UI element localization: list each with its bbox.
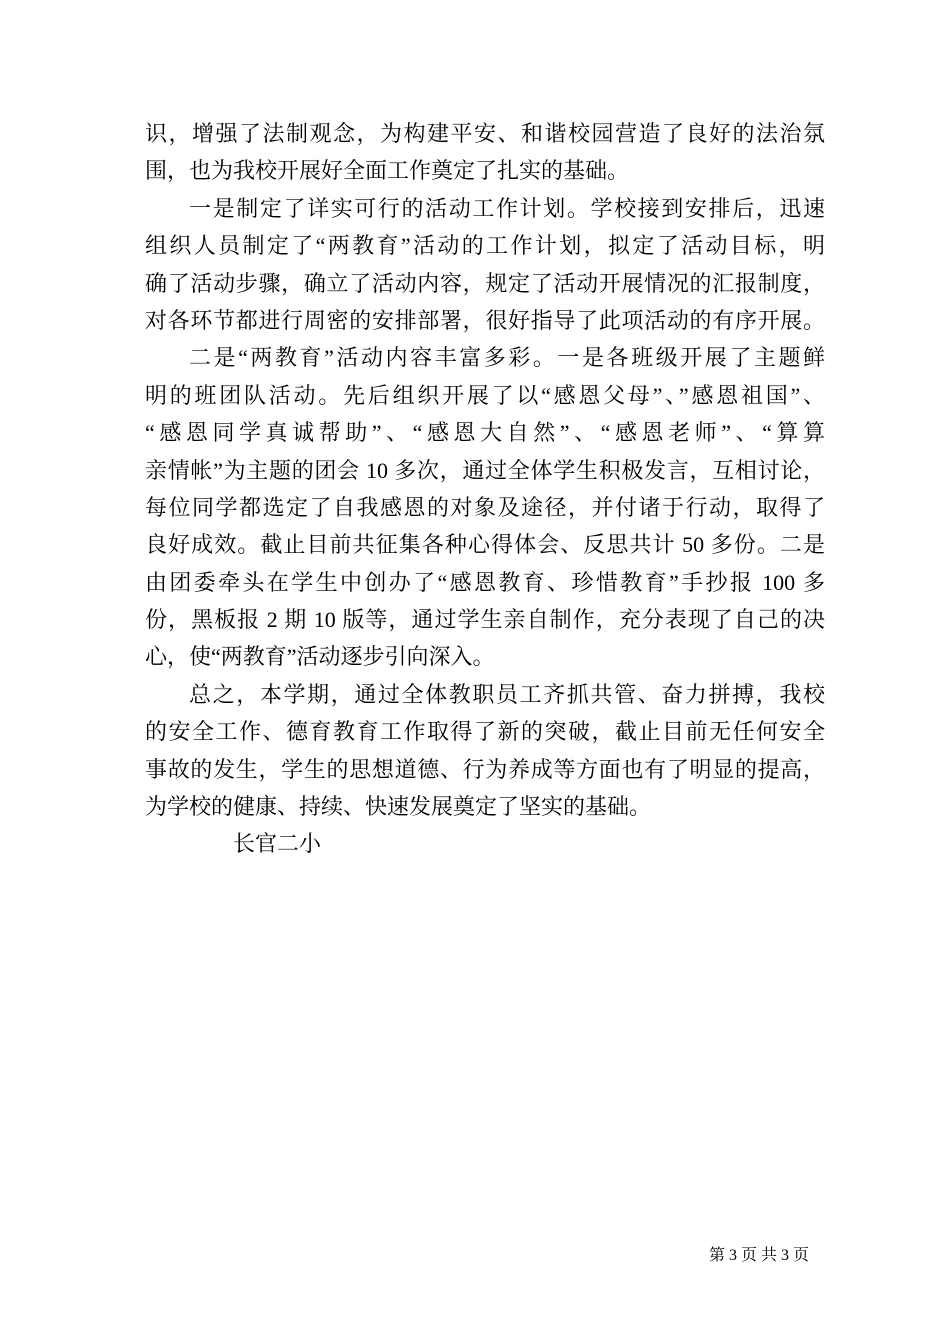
text-line: 事故的发生，学生的思想道德、行为养成等方面也有了明显的提高， [145,756,825,782]
text-line: 亲情帐”为主题的团会 10 多次，通过全体学生积极发言，互相讨论， [145,457,825,483]
paragraph-1 [145,115,825,190]
text-line: 组织人员制定了“两教育”活动的工作计划，拟定了活动目标，明 [145,233,825,259]
text-line: 二是“两教育”活动内容丰富多彩。一是各班级开展了主题鲜 [189,345,825,371]
text-line: 为学校的健康、持续、快速发展奠定了坚实的基础。 [145,794,652,820]
text-line: 确了活动步骤，确立了活动内容，规定了活动开展情况的汇报制度， [145,270,825,296]
page-indicator: 第 3 页 共 3 页 [708,1247,809,1264]
text-line: 识，增强了法制观念，为构建平安、和谐校园营造了良好的法治氛 [145,121,825,146]
text-line: 一是制定了详实可行的活动工作计划。学校接到安排后，迅速 [189,195,825,221]
signature-line: 长官二小 [233,831,322,857]
text-line: 良好成效。截止目前共征集各种心得体会、反思共计 50 多份。二是 [145,532,825,558]
document-content [145,115,825,863]
paragraph-4 [145,676,825,826]
text-line: 对各环节都进行周密的安排部署，很好指导了此项活动的有序开展。 [145,307,825,333]
text-line: 每位同学都选定了自我感恩的对象及途径，并付诸于行动，取得了 [145,494,825,520]
paragraph-3 [145,339,825,676]
signature-paragraph [145,825,825,862]
text-line: “感恩同学真诚帮助”、“感恩大自然”、“感恩老师”、“算算 [145,420,825,446]
page-footer [709,1246,809,1265]
text-line: 的安全工作、德育教育工作取得了新的突破，截止目前无任何安全 [145,719,825,745]
text-line: 围，也为我校开展好全面工作奠定了扎实的基础。 [145,158,630,184]
text-line: 总之，本学期，通过全体教职员工齐抓共管、奋力拼搏，我校 [189,681,825,707]
paragraph-2 [145,190,825,340]
text-line: 份，黑板报 2 期 10 版等，通过学生亲自制作，充分表现了自己的决 [145,607,825,633]
text-line: 由团委牵头在学生中创办了“感恩教育、珍惜教育”手抄报 100 多 [145,569,825,595]
text-line: 明的班团队活动。先后组织开展了以“感恩父母”、”感恩祖国”、 [145,382,825,408]
text-line: 心，使“两教育”活动逐步引向深入。 [145,644,495,670]
